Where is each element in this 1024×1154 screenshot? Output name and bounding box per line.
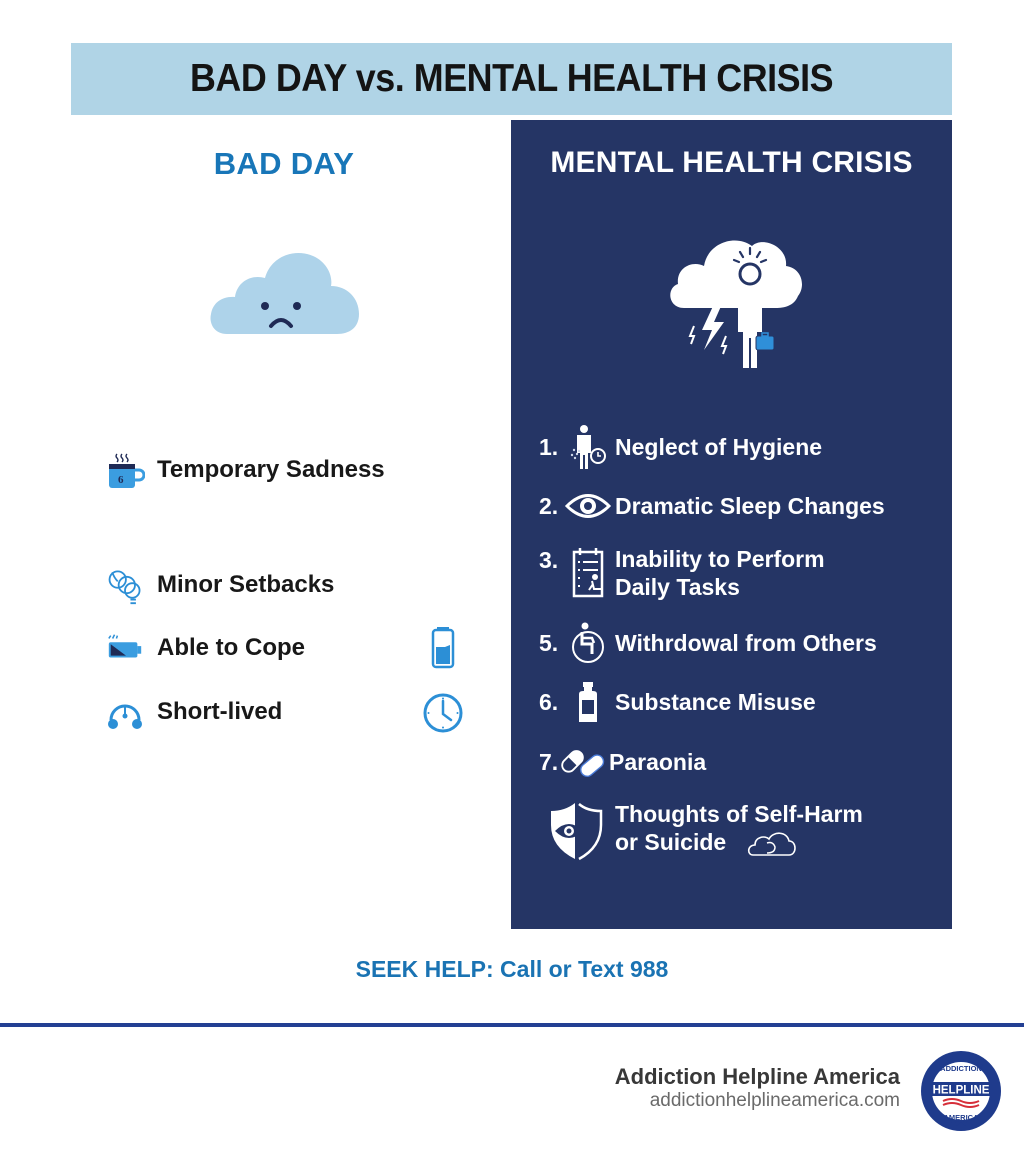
pill-capsules-icon bbox=[559, 738, 605, 786]
crisis-item-paranoia bbox=[539, 738, 706, 786]
seated-person-icon bbox=[565, 619, 611, 667]
item-label-line2: or Suicide bbox=[615, 829, 727, 855]
page-title: BAD DAY vs. MENTAL HEALTH CRISIS bbox=[189, 57, 834, 100]
item-number: 2. bbox=[539, 492, 559, 519]
coffee-mug-icon bbox=[105, 450, 145, 490]
bad-day-item-temporary-sadness bbox=[105, 450, 385, 490]
item-label-line1: Inability to Perform bbox=[615, 546, 825, 572]
item-number: 5. bbox=[539, 629, 559, 656]
crisis-item-self-harm bbox=[545, 800, 863, 862]
person-clock-icon bbox=[565, 423, 611, 471]
crisis-item-substance-misuse bbox=[539, 678, 816, 726]
logo-banner-text: HELPLINE bbox=[932, 1084, 990, 1097]
item-label: Temporary Sadness bbox=[157, 456, 385, 483]
header-bar bbox=[71, 43, 952, 115]
item-label: Short-lived bbox=[157, 698, 283, 725]
low-battery-icon bbox=[105, 628, 145, 668]
item-label: Substance Misuse bbox=[615, 689, 816, 715]
item-number: 3. bbox=[539, 547, 559, 573]
sad-cloud-icon bbox=[209, 242, 361, 336]
item-label: Dramatic Sleep Changes bbox=[615, 493, 885, 519]
item-label bbox=[615, 800, 863, 859]
bad-day-item-minor-setbacks bbox=[105, 565, 334, 605]
footer-org-name: Addiction Helpline America bbox=[614, 1064, 900, 1089]
battery-half-icon bbox=[423, 625, 463, 669]
footer-brand bbox=[615, 1064, 900, 1112]
bad-day-item-able-to-cope bbox=[105, 628, 305, 668]
bad-day-column bbox=[71, 120, 511, 930]
logo-top-text: ADDICTION bbox=[940, 1064, 982, 1073]
item-number: 6. bbox=[539, 688, 559, 715]
cloud-outline-icon bbox=[747, 829, 797, 859]
crisis-item-withdrawal bbox=[539, 619, 877, 667]
item-label: Minor Setbacks bbox=[157, 571, 335, 598]
crisis-item-inability-daily-tasks bbox=[539, 545, 825, 601]
headphones-icon bbox=[105, 692, 145, 732]
item-label: Able to Cope bbox=[157, 634, 305, 661]
checklist-icon bbox=[565, 545, 611, 601]
bad-day-item-short-lived bbox=[105, 692, 282, 732]
crisis-item-neglect-of-hygiene bbox=[539, 423, 822, 471]
crisis-item-dramatic-sleep-changes bbox=[539, 482, 885, 530]
footer-url[interactable]: addictionhelplineamerica.com bbox=[649, 1090, 900, 1111]
eye-icon bbox=[565, 482, 611, 530]
item-label bbox=[615, 545, 825, 601]
crisis-panel bbox=[511, 120, 952, 929]
crisis-title: MENTAL HEALTH CRISIS bbox=[550, 146, 913, 179]
item-label: Withrdowal from Others bbox=[615, 630, 877, 656]
item-number: 7. bbox=[539, 748, 559, 775]
footer-divider bbox=[0, 1023, 1024, 1027]
item-label: Paraonia bbox=[609, 749, 707, 775]
item-label-line1: Thoughts of Self-Harm bbox=[615, 801, 863, 827]
storm-cloud-person-icon bbox=[666, 226, 806, 376]
svg-text:6: 6 bbox=[118, 474, 124, 486]
tangled-thread-icon bbox=[105, 565, 145, 605]
item-label-line2: Daily Tasks bbox=[615, 574, 740, 600]
bad-day-title: BAD DAY bbox=[213, 146, 355, 181]
item-label: Neglect of Hygiene bbox=[615, 434, 823, 460]
bottle-icon bbox=[565, 678, 611, 726]
shield-eye-icon bbox=[545, 800, 607, 862]
item-number: 1. bbox=[539, 433, 559, 460]
clock-icon bbox=[422, 692, 464, 734]
helpline-america-logo bbox=[919, 1049, 1003, 1133]
logo-bottom-text: AMERICA bbox=[943, 1113, 979, 1122]
seek-help-cta: SEEK HELP: Call or Text 988 bbox=[355, 956, 669, 982]
